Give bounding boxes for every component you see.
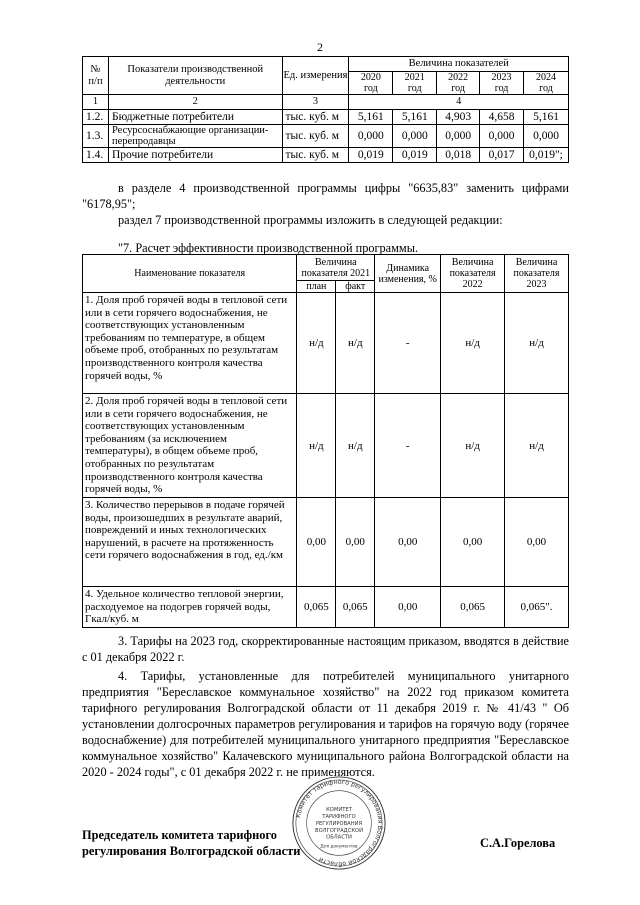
indicator-name: 2. Доля проб горячей воды в тепловой сети или в сети горячего водоснабжения, не соответствующих установленным требованиям (за исключением температуры), в общем объеме проб, отобранных по результатам производственного контроля качества горячей воды, %	[83, 394, 297, 498]
indicator-value: 0,00	[375, 587, 441, 628]
svg-text:ОБЛАСТИ: ОБЛАСТИ	[326, 834, 352, 841]
svg-text:КОМИТЕТ: КОМИТЕТ	[326, 807, 352, 814]
indicator-value: н/д	[441, 394, 505, 498]
row-value: 0,000	[480, 125, 524, 148]
row-value: 5,161	[349, 110, 393, 125]
indicator-value: 0,00	[336, 498, 375, 587]
svg-text:ВОЛГОГРАДСКОЙ: ВОЛГОГРАДСКОЙ	[315, 827, 363, 834]
row-value: 0,000	[524, 125, 569, 148]
header-year: 2022 год	[437, 72, 480, 95]
row-value: 0,018	[437, 148, 480, 163]
row-num: 1.4.	[83, 148, 109, 163]
signature-title	[82, 827, 300, 859]
indicator-value: 0,065	[336, 587, 375, 628]
paragraph-section7: раздел 7 производственной программы изложить в следующей редакции:	[118, 213, 503, 227]
production-indicators-table	[82, 56, 569, 163]
indicator-value: н/д	[297, 394, 336, 498]
row-unit: тыс. куб. м	[282, 148, 349, 163]
indicator-value: 0,00	[441, 498, 505, 587]
row-value: 4,903	[437, 110, 480, 125]
header-dynamics: Динамика изменения, %	[375, 255, 441, 293]
header-year: 2020 год	[349, 72, 393, 95]
col-number: 1	[83, 95, 109, 110]
header-year: 2023 год	[480, 72, 524, 95]
header-2023: Величина показателя 2023	[505, 255, 569, 293]
row-name: Ресурсоснабжающие организации-перепродавцы	[108, 125, 282, 148]
col-number: 3	[282, 95, 349, 110]
row-unit: тыс. куб. м	[282, 110, 349, 125]
svg-text:Комитет тарифного регулировани: Комитет тарифного регулирования Волгоградской области	[295, 778, 384, 868]
table-row	[83, 148, 569, 163]
row-value: 0,019	[349, 148, 393, 163]
header-num: № п/п	[83, 57, 109, 95]
signature-title-line1: Председатель комитета тарифного	[82, 828, 277, 842]
row-unit: тыс. куб. м	[282, 125, 349, 148]
efficiency-table	[82, 254, 569, 628]
row-value: 5,161	[393, 110, 437, 125]
paragraph-section4: в разделе 4 производственной программы цифры "6635,83" заменить цифрами "6178,95";	[82, 181, 569, 211]
indicator-value: н/д	[441, 293, 505, 394]
indicator-value: 0,00	[297, 498, 336, 587]
col-number: 2	[108, 95, 282, 110]
indicator-value: -	[375, 394, 441, 498]
row-num: 1.2.	[83, 110, 109, 125]
indicator-value: н/д	[336, 394, 375, 498]
official-seal-icon	[290, 774, 388, 872]
indicator-name: 3. Количество перерывов в подаче горячей воды, произошедших в результате аварий, повреждений и иных технологических нарушений, в расчете на протяженность сети горячего водоснабжения в год, ед./км	[83, 498, 297, 587]
row-name: Прочие потребители	[108, 148, 282, 163]
row-value: 5,161	[524, 110, 569, 125]
indicator-value: 0,065".	[505, 587, 569, 628]
table-row	[83, 125, 569, 148]
indicator-name: 1. Доля проб горячей воды в тепловой сети или в сети горячего водоснабжения, не соответствующих установленным требованиям по температуре, в общем объеме проб, отобранных по результатам производственного контроля качества горячей воды, %	[83, 293, 297, 394]
table-row	[83, 498, 569, 587]
row-value: 0,019";	[524, 148, 569, 163]
header-plan: план	[297, 281, 336, 293]
indicator-value: 0,00	[375, 498, 441, 587]
header-2021: Величина показателя 2021	[297, 255, 375, 281]
row-value: 4,658	[480, 110, 524, 125]
indicator-value: н/д	[336, 293, 375, 394]
indicator-value: 0,00	[505, 498, 569, 587]
svg-text:РЕГУЛИРОВАНИЯ: РЕГУЛИРОВАНИЯ	[315, 820, 363, 827]
header-year: 2021 год	[393, 72, 437, 95]
header-indicator: Показатели производственной деятельности	[108, 57, 282, 95]
row-value: 0,019	[393, 148, 437, 163]
row-value: 0,000	[437, 125, 480, 148]
paragraph-item4: 4. Тарифы, установленные для потребителей муниципального унитарного предприятия "Береславское коммунальное хозяйство" на 2022 год приказом комитета тарифного регулирования Волгоградской области от 11 декабря 2019 г. № 41/43 " Об установлении долгосрочных параметров регулирования и тарифов на горячую воду (горячее водоснабжение) для потребителей муниципального унитарного предприятия "Береславское коммунальное хозяйство" Калачевского муниципального района Волгоградской области на 2020 - 2024 годы", с 01 декабря 2022 г. не применяются.	[82, 669, 569, 779]
table-row	[83, 293, 569, 394]
indicator-value: н/д	[505, 293, 569, 394]
indicator-value: н/д	[505, 394, 569, 498]
row-name: Бюджетные потребители	[108, 110, 282, 125]
signer-name: С.А.Горелова	[480, 836, 556, 850]
table-row	[83, 394, 569, 498]
table-row	[83, 587, 569, 628]
col-number: 4	[349, 95, 569, 110]
header-indicator-name: Наименование показателя	[83, 255, 297, 293]
header-year: 2024 год	[524, 72, 569, 95]
indicator-value: -	[375, 293, 441, 394]
signature-title-line2: регулирования Волгоградской области	[82, 844, 301, 858]
paragraph-item3: 3. Тарифы на 2023 год, скорректированные настоящим приказом, вводятся в действие с 01 декабря 2022 г.	[82, 634, 569, 664]
row-value: 0,017	[480, 148, 524, 163]
row-num: 1.3.	[83, 125, 109, 148]
indicator-name: 4. Удельное количество тепловой энергии, расходуемое на подогрев горячей воды, Гкал/куб. м	[83, 587, 297, 628]
svg-text:Для документов: Для документов	[320, 844, 358, 850]
indicator-value: 0,065	[297, 587, 336, 628]
svg-text:ТАРИФНОГО: ТАРИФНОГО	[322, 814, 356, 821]
row-value: 0,000	[393, 125, 437, 148]
header-values: Величина показателей	[349, 57, 569, 72]
header-fact: факт	[336, 281, 375, 293]
row-value: 0,000	[349, 125, 393, 148]
table-row	[83, 110, 569, 125]
paragraph-section7-title: "7. Расчет эффективности производственной программы.	[118, 241, 419, 255]
header-unit: Ед. измерения	[282, 57, 349, 95]
indicator-value: н/д	[297, 293, 336, 394]
header-2022: Величина показателя 2022	[441, 255, 505, 293]
page-number: 2	[317, 40, 323, 54]
indicator-value: 0,065	[441, 587, 505, 628]
